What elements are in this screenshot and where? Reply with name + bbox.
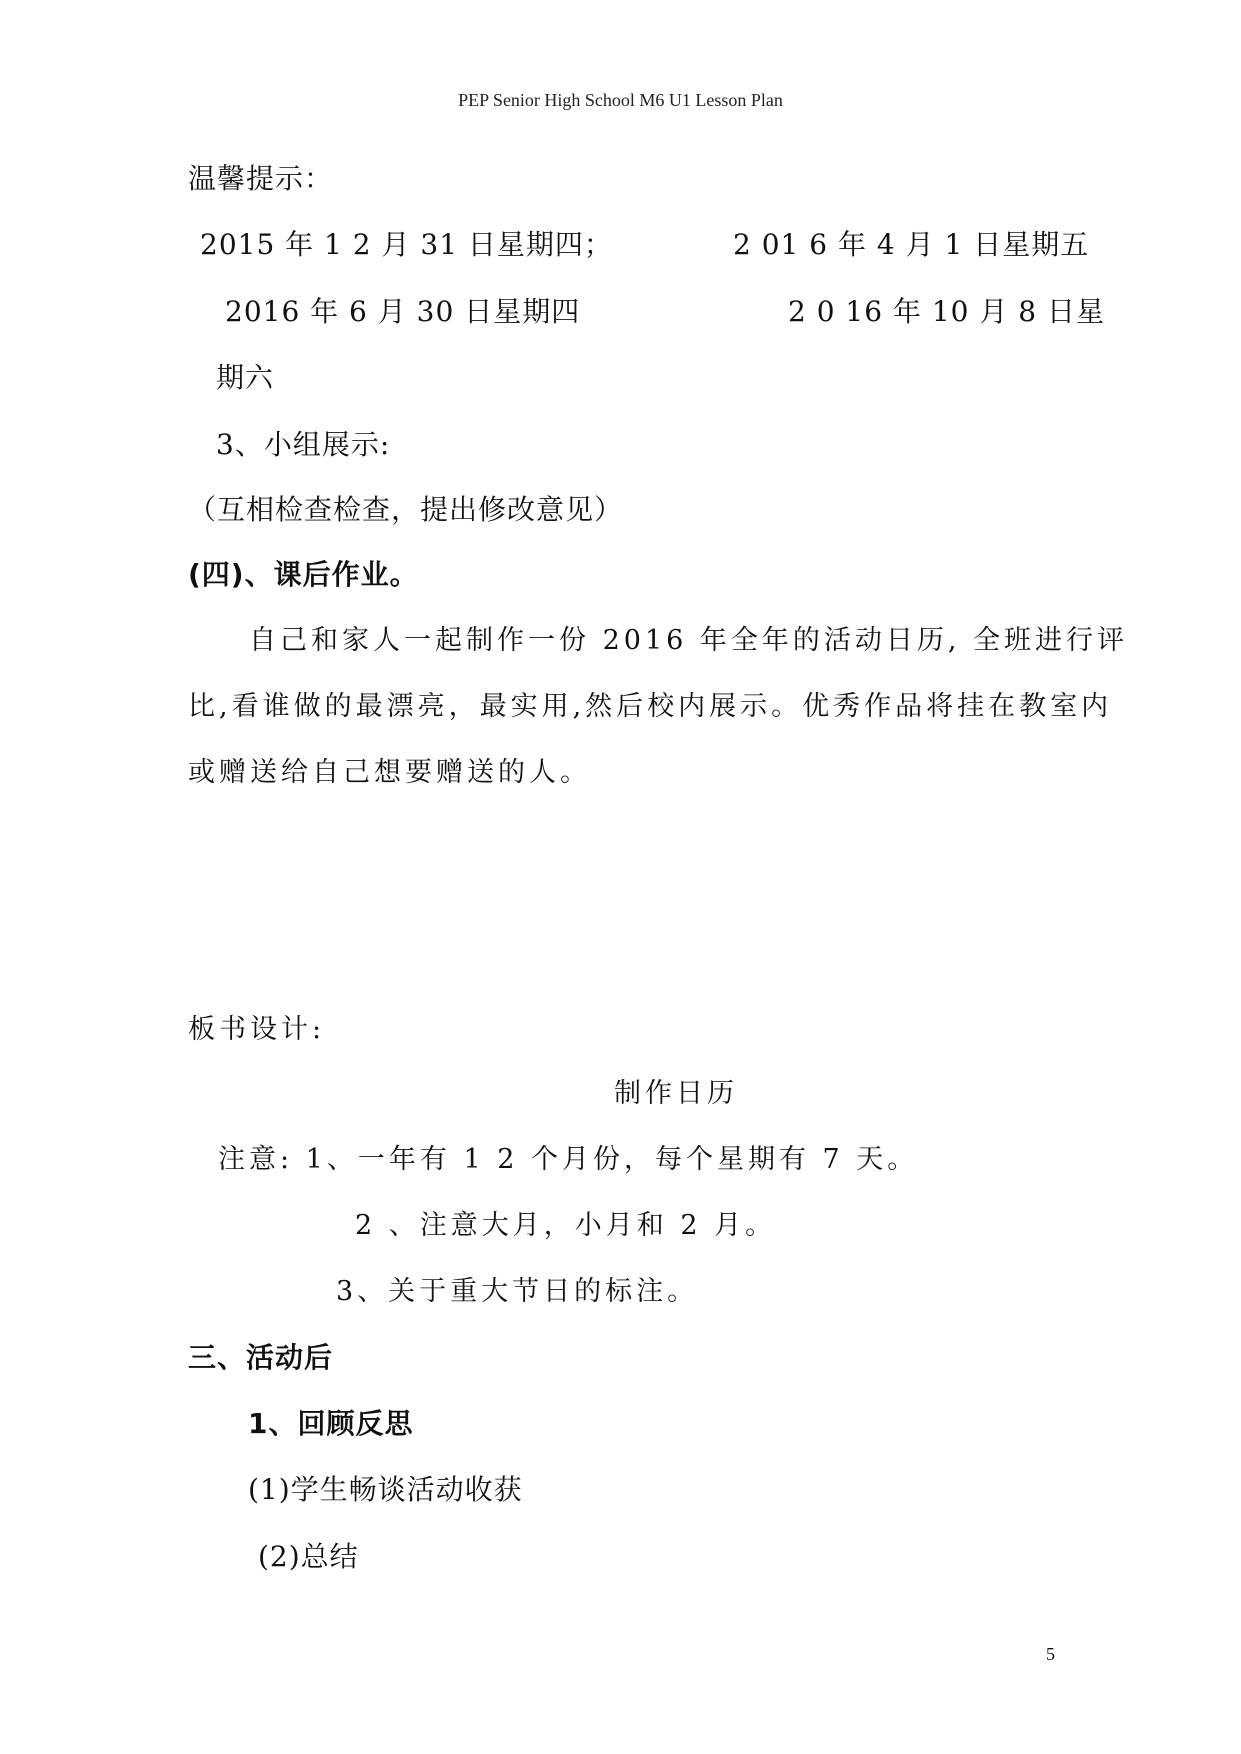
board-note-1: 注意: 1、一年有 1 2 个月份，每个星期有 7 天。 (218, 1144, 919, 1175)
tip-date-2: 2 01 6 年 4 月 1 日星期五 (733, 228, 1090, 261)
tip-label: 温馨提示： (188, 162, 334, 195)
homework-line-3: 或赠送给自己想要赠送的人。 (188, 757, 591, 788)
reflection-item-2: (2)总结 (258, 1540, 359, 1573)
board-title: 制作日历 (614, 1078, 738, 1109)
homework-heading: (四)、课后作业。 (188, 558, 419, 591)
tip-date-3: 2016 年 6 月 30 日星期四 (225, 295, 581, 328)
board-note-2: 2 、注意大月，小月和 2 月。 (355, 1210, 777, 1241)
group-display-title: 3、小组展示: (216, 428, 391, 461)
board-design-label: 板书设计: (188, 1014, 326, 1045)
tip-date-4-continuation: 期六 (216, 361, 275, 394)
page-number: 5 (1046, 1644, 1055, 1664)
after-activity-heading: 三、活动后 (188, 1341, 334, 1374)
board-note-3: 3、关于重大节日的标注。 (336, 1276, 699, 1307)
tip-date-4: 2 0 16 年 10 月 8 日星 (788, 295, 1106, 328)
homework-line-2: 比,看谁做的最漂亮，最实用,然后校内展示。优秀作品将挂在教室内 (188, 691, 1113, 722)
review-reflection-subheading: 1、回顾反思 (248, 1407, 414, 1440)
page-header: PEP Senior High School M6 U1 Lesson Plan (458, 90, 783, 110)
homework-line-1: 自己和家人一起制作一份 2016 年全年的活动日历, 全班进行评 (249, 625, 1129, 656)
group-display-note: （互相检查检查，提出修改意见） (188, 493, 624, 526)
tip-date-1: 2015 年 1 2 月 31 日星期四； (200, 228, 613, 261)
reflection-item-1: (1)学生畅谈活动收获 (248, 1473, 523, 1506)
